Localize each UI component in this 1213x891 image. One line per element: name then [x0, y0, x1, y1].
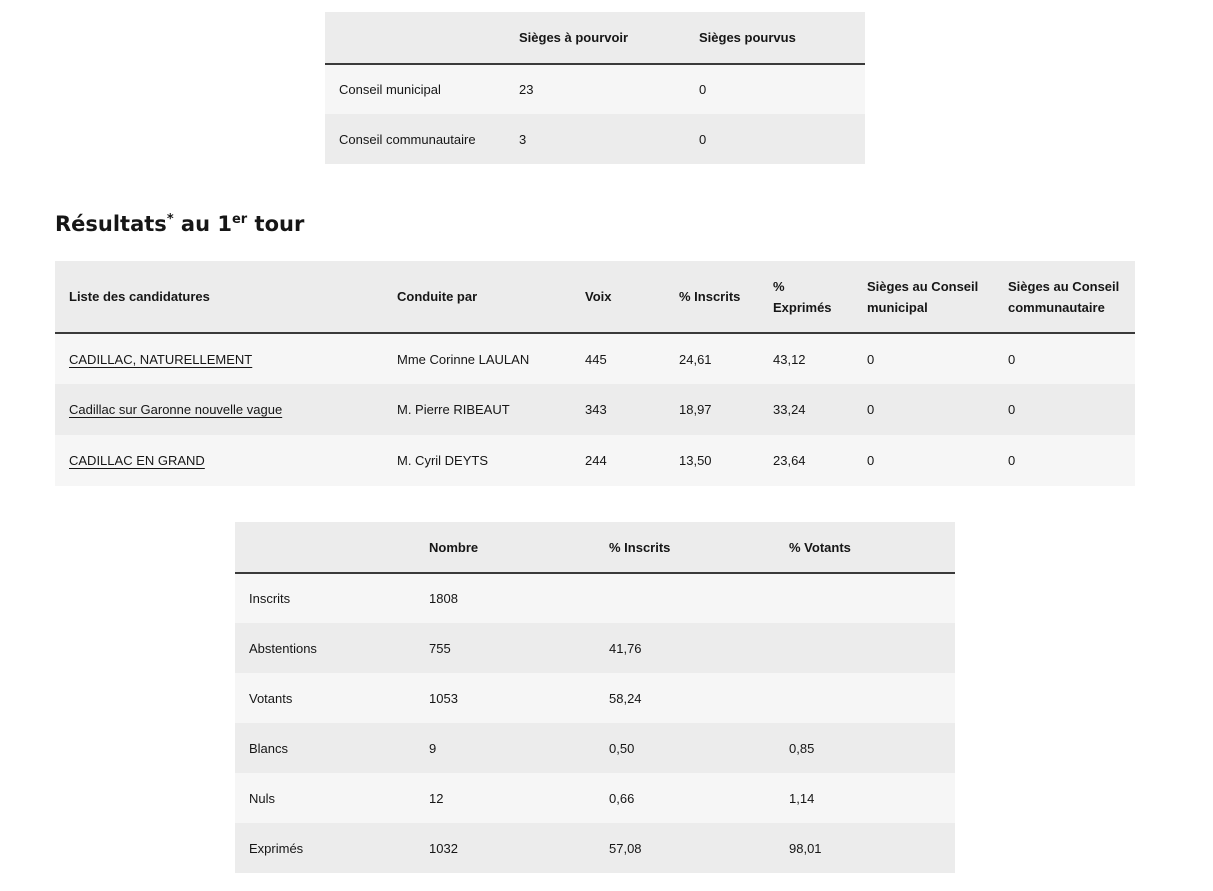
- results-table: [55, 261, 1135, 486]
- results-header-municipal-seats: Sièges au Conseil municipal: [853, 261, 994, 333]
- list-leader: M. Pierre RIBEAUT: [383, 384, 571, 435]
- results-heading: [55, 212, 304, 236]
- participation-label: Blancs: [235, 723, 415, 773]
- seats-header-filled: Sièges pourvus: [685, 12, 865, 64]
- participation-label: Inscrits: [235, 573, 415, 623]
- seats-to-fill-value: 3: [505, 114, 685, 164]
- results-header-row: [55, 261, 1135, 333]
- results-header-votes: Voix: [571, 261, 665, 333]
- participation-header-pct-voters: % Votants: [775, 522, 955, 573]
- results-header-leader: Conduite par: [383, 261, 571, 333]
- participation-pct-voters: 1,14: [775, 773, 955, 823]
- seats-council-name: Conseil municipal: [325, 64, 505, 114]
- participation-count: 1032: [415, 823, 595, 873]
- participation-pct-registered: 57,08: [595, 823, 775, 873]
- list-community-seats: 0: [994, 333, 1135, 384]
- participation-label: Exprimés: [235, 823, 415, 873]
- participation-pct-voters: [775, 673, 955, 723]
- participation-label: Abstentions: [235, 623, 415, 673]
- table-row: [55, 333, 1135, 384]
- table-row: [325, 64, 865, 114]
- participation-table: [235, 522, 955, 873]
- participation-pct-voters: 98,01: [775, 823, 955, 873]
- list-votes: 343: [571, 384, 665, 435]
- list-pct-registered: 24,61: [665, 333, 759, 384]
- table-row: [55, 435, 1135, 486]
- list-votes: 244: [571, 435, 665, 486]
- seats-header-empty: [325, 12, 505, 64]
- list-municipal-seats: 0: [853, 333, 994, 384]
- participation-count: 12: [415, 773, 595, 823]
- participation-label: Votants: [235, 673, 415, 723]
- list-municipal-seats: 0: [853, 384, 994, 435]
- table-row: [325, 114, 865, 164]
- results-heading-round-sup: er: [231, 212, 248, 227]
- participation-pct-registered: 0,66: [595, 773, 775, 823]
- seats-council-name: Conseil communautaire: [325, 114, 505, 164]
- participation-count: 1053: [415, 673, 595, 723]
- seats-header-to-fill: Sièges à pourvoir: [505, 12, 685, 64]
- participation-pct-registered: 0,50: [595, 723, 775, 773]
- seats-header-row: [325, 12, 865, 64]
- participation-pct-registered: [595, 573, 775, 623]
- list-pct-registered: 18,97: [665, 384, 759, 435]
- list-municipal-seats: 0: [853, 435, 994, 486]
- table-row: [235, 623, 955, 673]
- participation-pct-voters: 0,85: [775, 723, 955, 773]
- list-votes: 445: [571, 333, 665, 384]
- list-leader: Mme Corinne LAULAN: [383, 333, 571, 384]
- list-leader: M. Cyril DEYTS: [383, 435, 571, 486]
- seats-filled-value: 0: [685, 64, 865, 114]
- list-community-seats: 0: [994, 435, 1135, 486]
- participation-label: Nuls: [235, 773, 415, 823]
- list-link-cadillac-en-grand[interactable]: CADILLAC EN GRAND: [69, 453, 205, 468]
- participation-header-row: [235, 522, 955, 573]
- participation-header-pct-registered: % Inscrits: [595, 522, 775, 573]
- participation-header-count: Nombre: [415, 522, 595, 573]
- participation-pct-voters: [775, 573, 955, 623]
- table-row: [235, 723, 955, 773]
- list-pct-expressed: 33,24: [759, 384, 853, 435]
- participation-count: 755: [415, 623, 595, 673]
- list-pct-expressed: 43,12: [759, 333, 853, 384]
- results-header-community-seats: Sièges au Conseil communautaire: [994, 261, 1135, 333]
- table-row: [235, 823, 955, 873]
- results-heading-asterisk: *: [166, 212, 174, 227]
- participation-count: 9: [415, 723, 595, 773]
- results-header-pct-registered: % Inscrits: [665, 261, 759, 333]
- results-heading-suffix: tour: [247, 212, 305, 236]
- participation-count: 1808: [415, 573, 595, 623]
- results-header-pct-expressed: % Exprimés: [759, 261, 853, 333]
- table-row: [235, 773, 955, 823]
- seats-filled-value: 0: [685, 114, 865, 164]
- results-header-list: Liste des candidatures: [55, 261, 383, 333]
- seats-table: [325, 12, 865, 164]
- participation-pct-registered: 58,24: [595, 673, 775, 723]
- results-heading-main: Résultats: [55, 212, 167, 236]
- list-community-seats: 0: [994, 384, 1135, 435]
- list-link-cadillac-naturellement[interactable]: CADILLAC, NATURELLEMENT: [69, 351, 253, 367]
- participation-pct-voters: [775, 623, 955, 673]
- list-pct-expressed: 23,64: [759, 435, 853, 486]
- seats-to-fill-value: 23: [505, 64, 685, 114]
- table-row: [235, 573, 955, 623]
- table-row: [235, 673, 955, 723]
- list-pct-registered: 13,50: [665, 435, 759, 486]
- results-heading-round: au 1: [173, 212, 232, 236]
- table-row: [55, 384, 1135, 435]
- list-link-cadillac-nouvelle-vague[interactable]: Cadillac sur Garonne nouvelle vague: [69, 402, 283, 417]
- participation-pct-registered: 41,76: [595, 623, 775, 673]
- participation-header-empty: [235, 522, 415, 573]
